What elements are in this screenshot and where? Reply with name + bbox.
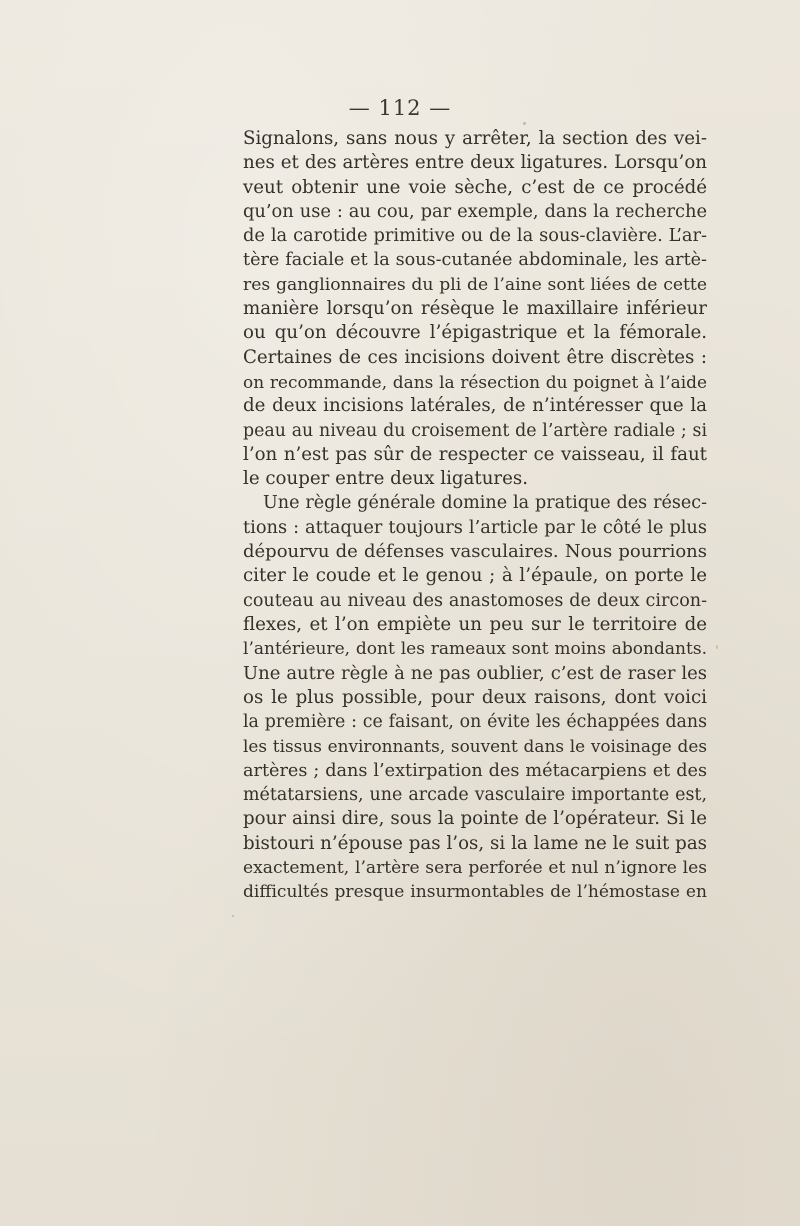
text-line: les tissus environnants, souvent dans le voisinage des <box>243 736 707 757</box>
body-text <box>243 127 707 905</box>
text-line: exactement, l’artère sera perforée et nul n’ignore les <box>243 857 707 878</box>
paper-speck <box>523 122 526 125</box>
text-line: pour ainsi dire, sous la pointe de l’opérateur. Si le <box>243 808 707 830</box>
text-line: l’on n’est pas sûr de respecter ce vaisseau, il faut <box>243 443 707 465</box>
text-line: nes et des artères entre deux ligatures. Lorsqu’on <box>243 152 707 174</box>
text-line: de deux incisions latérales, de n’intéresser que la <box>243 395 707 417</box>
text-line: tions : attaquer toujours l’article par le côté le plus <box>243 516 707 538</box>
text-line: flexes, et l’on empiète un peu sur le territoire de <box>243 613 707 635</box>
page-number: — 112 — <box>348 96 452 120</box>
text-line: métatarsiens, une arcade vasculaire importante est, <box>243 785 707 806</box>
text-line: qu’on use : au cou, par exemple, dans la recherche <box>243 200 707 222</box>
text-line: Une règle générale domine la pratique des résec- <box>263 493 707 514</box>
text-line: os le plus possible, pour deux raisons, dont voici <box>243 686 707 708</box>
text-line: Certaines de ces incisions doivent être discrètes : <box>243 346 707 368</box>
text-line: couteau au niveau des anastomoses de deux circon- <box>243 590 707 611</box>
text-line: difficultés presque insurmontables de l’hémostase en <box>243 882 707 903</box>
text-line: Signalons, sans nous y arrêter, la section des vei- <box>243 128 707 149</box>
text-line: tère faciale et la sous-cutanée abdominale, les artè- <box>243 250 707 271</box>
text-line: res ganglionnaires du pli de l’aine sont liées de cette <box>243 274 707 295</box>
text-line: on recommande, dans la résection du poignet à l’aide <box>243 371 707 392</box>
text-line: de la carotide primitive ou de la sous-clavière. L’ar- <box>243 225 707 247</box>
text-line: artères ; dans l’extirpation des métacarpiens et des <box>243 760 707 781</box>
text-line: la première : ce faisant, on évite les échappées dans <box>243 712 707 733</box>
text-line: Une autre règle à ne pas oublier, c’est de raser les <box>243 662 707 684</box>
text-line: manière lorsqu’on résèque le maxillaire inférieur <box>243 298 707 320</box>
text-line: ou qu’on découvre l’épigastrique et la fémorale. <box>243 322 707 344</box>
text-line: l’antérieure, dont les rameaux sont moins abondants. <box>243 639 707 660</box>
text-line: bistouri n’épouse pas l’os, si la lame ne le suit pas <box>243 832 707 854</box>
paper-speck <box>232 915 234 917</box>
text-line: veut obtenir une voie sèche, c’est de ce procédé <box>243 176 707 198</box>
paper-speck <box>716 645 718 649</box>
text-line: peau au niveau du croisement de l’artère radiale ; si <box>243 420 707 441</box>
text-line: citer le coude et le genou ; à l’épaule, on porte le <box>243 565 707 587</box>
text-line: le couper entre deux ligatures. <box>243 468 528 490</box>
text-line: dépourvu de défenses vasculaires. Nous pourrions <box>243 541 707 563</box>
